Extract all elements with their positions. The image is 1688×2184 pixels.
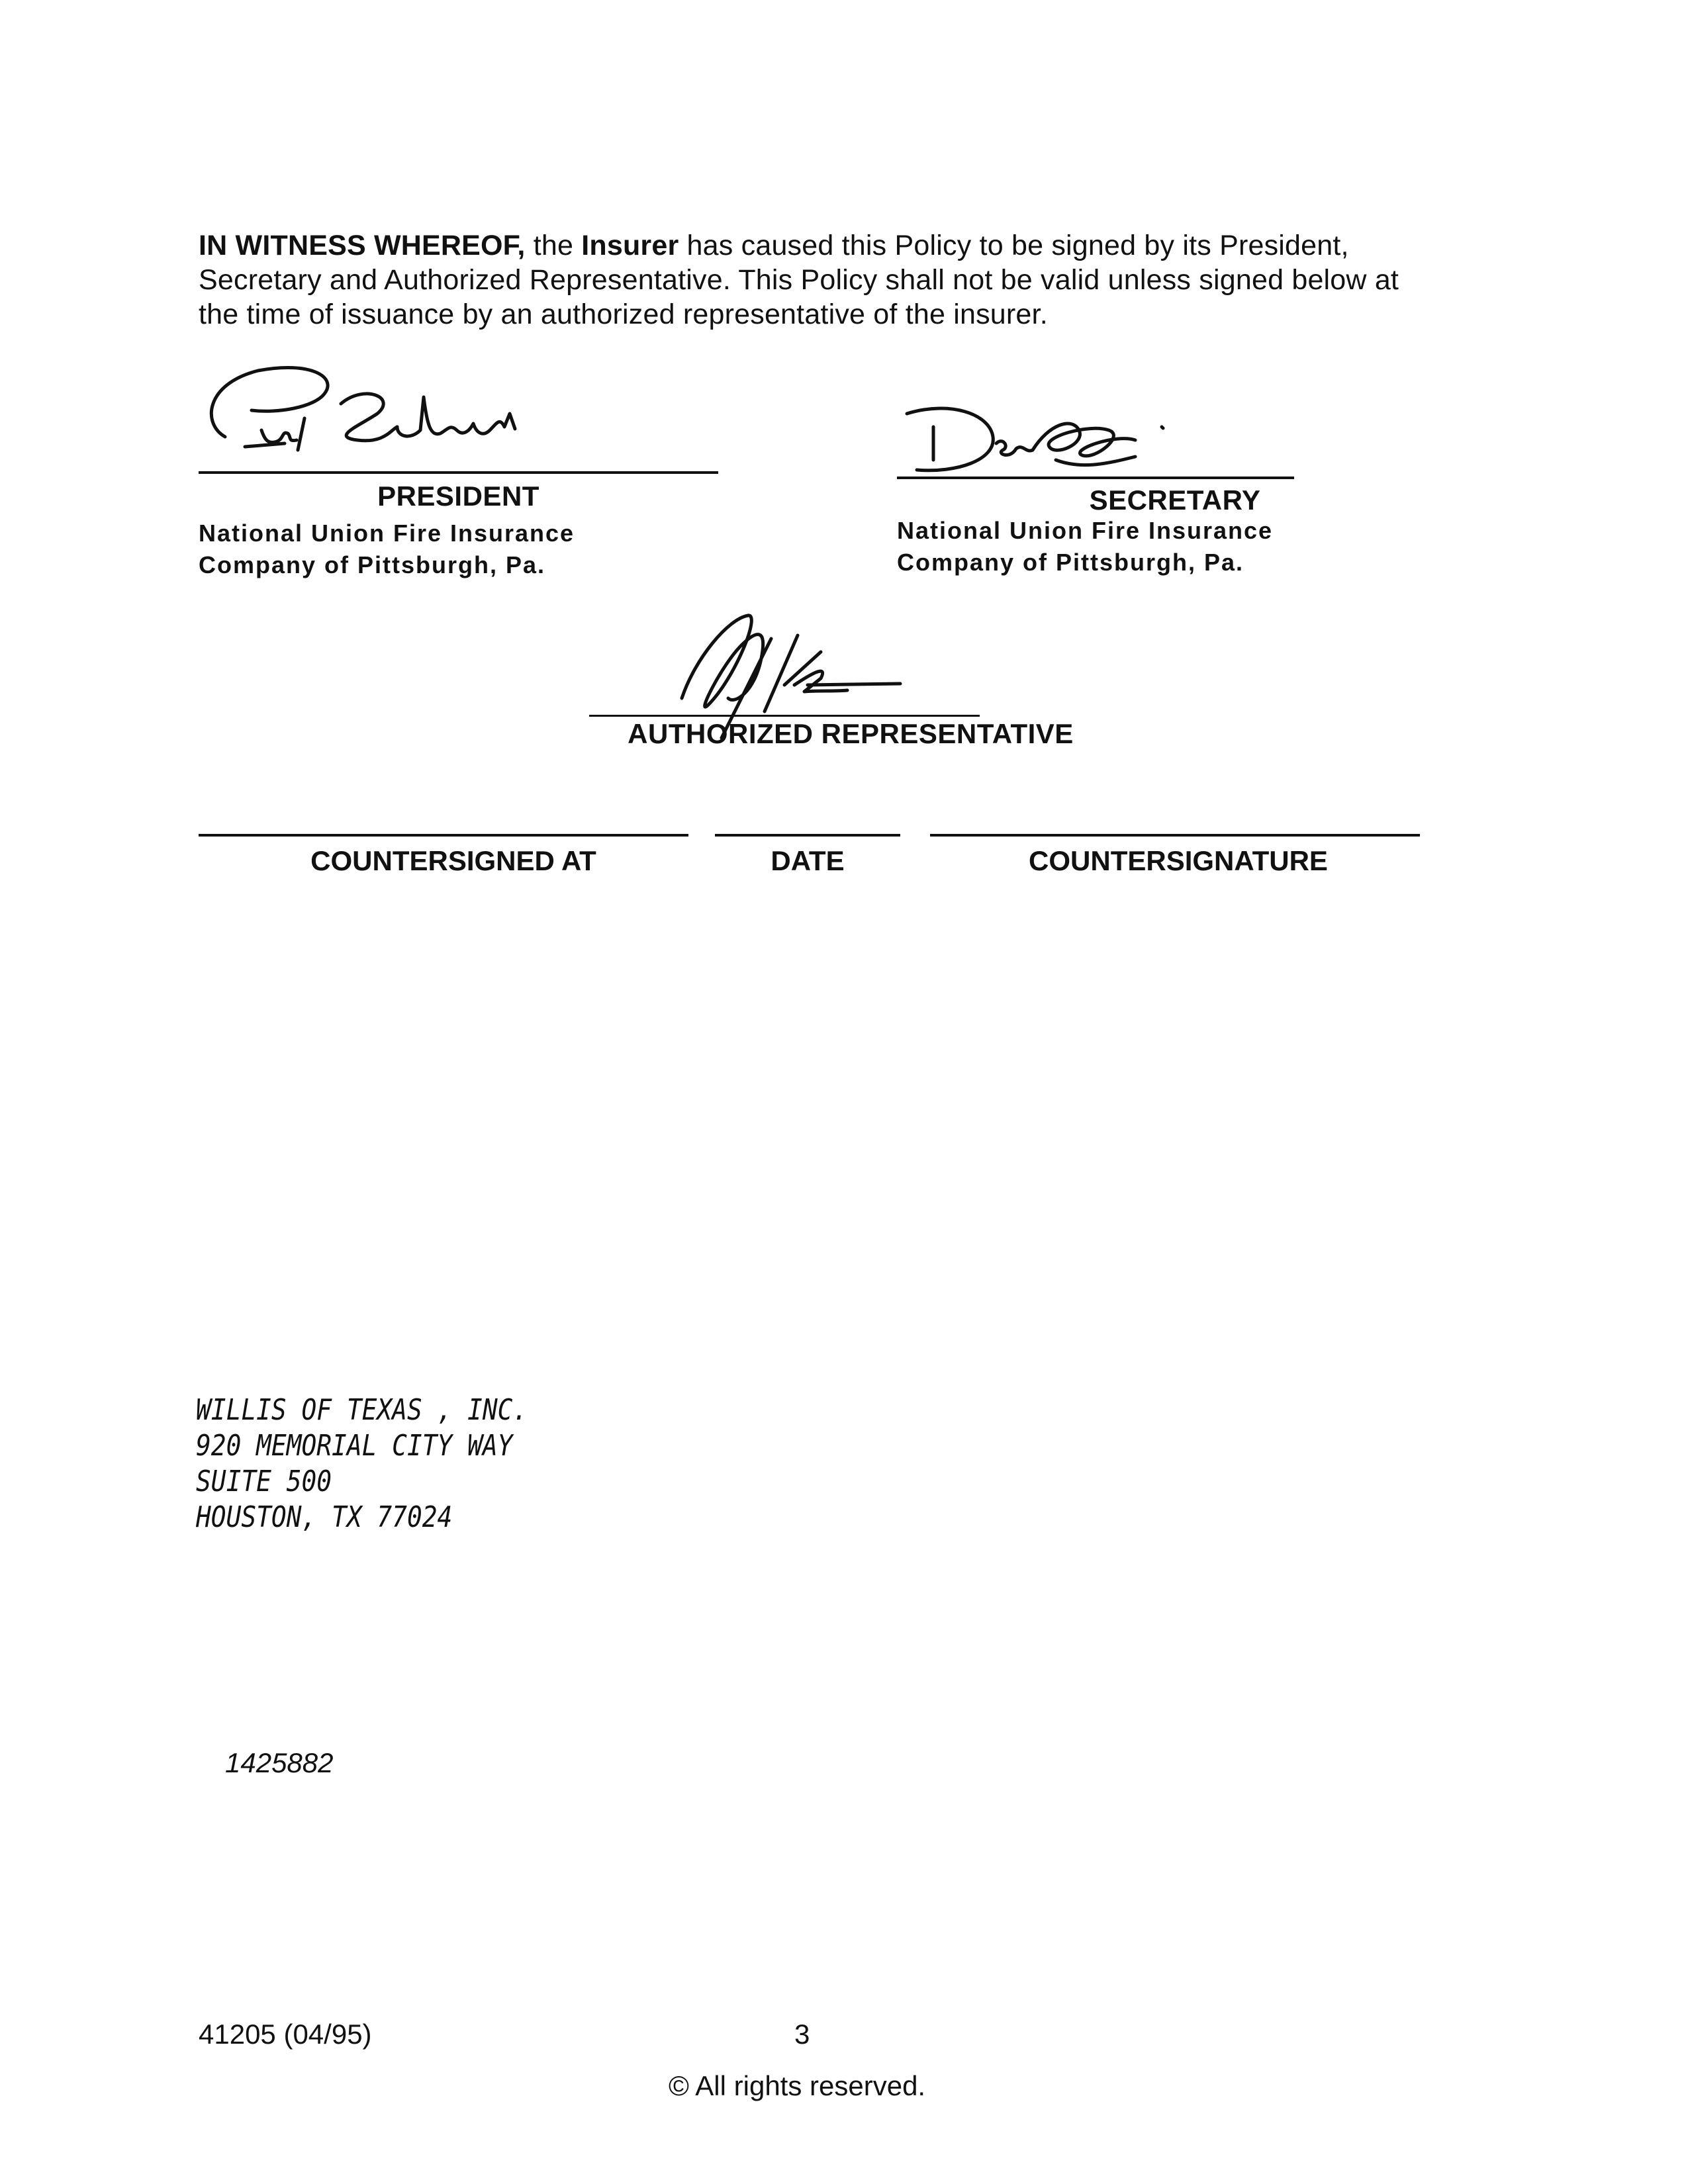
- secretary-company-line2: Company of Pittsburgh, Pa.: [897, 549, 1244, 576]
- president-signature-line: [199, 471, 718, 474]
- president-company-line1: National Union Fire Insurance: [199, 520, 575, 547]
- date-line: [715, 834, 900, 837]
- authorized-rep-title: AUTHORIZED REPRESENTATIVE: [628, 718, 1074, 749]
- secretary-signature-line: [897, 477, 1294, 479]
- copyright-notice: © All rights reserved.: [669, 2070, 926, 2101]
- agent-address: [196, 1392, 528, 1535]
- date-label: DATE: [771, 845, 845, 876]
- president-title: PRESIDENT: [377, 480, 539, 512]
- secretary-title: SECRETARY: [1089, 484, 1261, 516]
- secretary-signature: [897, 397, 1175, 483]
- secretary-company: [897, 515, 1273, 578]
- witness-insurer: Insurer: [581, 230, 679, 261]
- countersignature-label: COUNTERSIGNATURE: [1029, 845, 1328, 876]
- authorized-rep-signature-line: [589, 715, 980, 717]
- president-company: [199, 518, 575, 581]
- president-company-line2: Company of Pittsburgh, Pa.: [199, 551, 546, 578]
- address-line1: WILLIS OF TEXAS , INC.: [196, 1393, 528, 1427]
- page-number: 3: [794, 2019, 810, 2050]
- reference-number: 1425882: [225, 1747, 334, 1778]
- witness-paragraph: [199, 228, 1430, 332]
- witness-lead: IN WITNESS WHEREOF,: [199, 230, 526, 261]
- address-line4: HOUSTON, TX 77024: [196, 1500, 453, 1534]
- countersigned-at-label: COUNTERSIGNED AT: [310, 845, 596, 876]
- secretary-company-line1: National Union Fire Insurance: [897, 517, 1274, 544]
- witness-text-2: has caused this Policy to be signed by its President, Secretary and Authorized Representative. This Policy shall not be valid unless signed below at the time of issuance by an authorized representative of the insurer.: [199, 230, 1399, 330]
- countersigned-at-line: [199, 834, 688, 837]
- address-line3: SUITE 500: [196, 1465, 332, 1498]
- countersignature-line: [930, 834, 1420, 837]
- witness-text-1: the: [525, 230, 582, 261]
- president-signature: [199, 357, 543, 470]
- form-number: 41205 (04/95): [199, 2019, 372, 2050]
- address-line2: 920 MEMORIAL CITY WAY: [196, 1429, 513, 1463]
